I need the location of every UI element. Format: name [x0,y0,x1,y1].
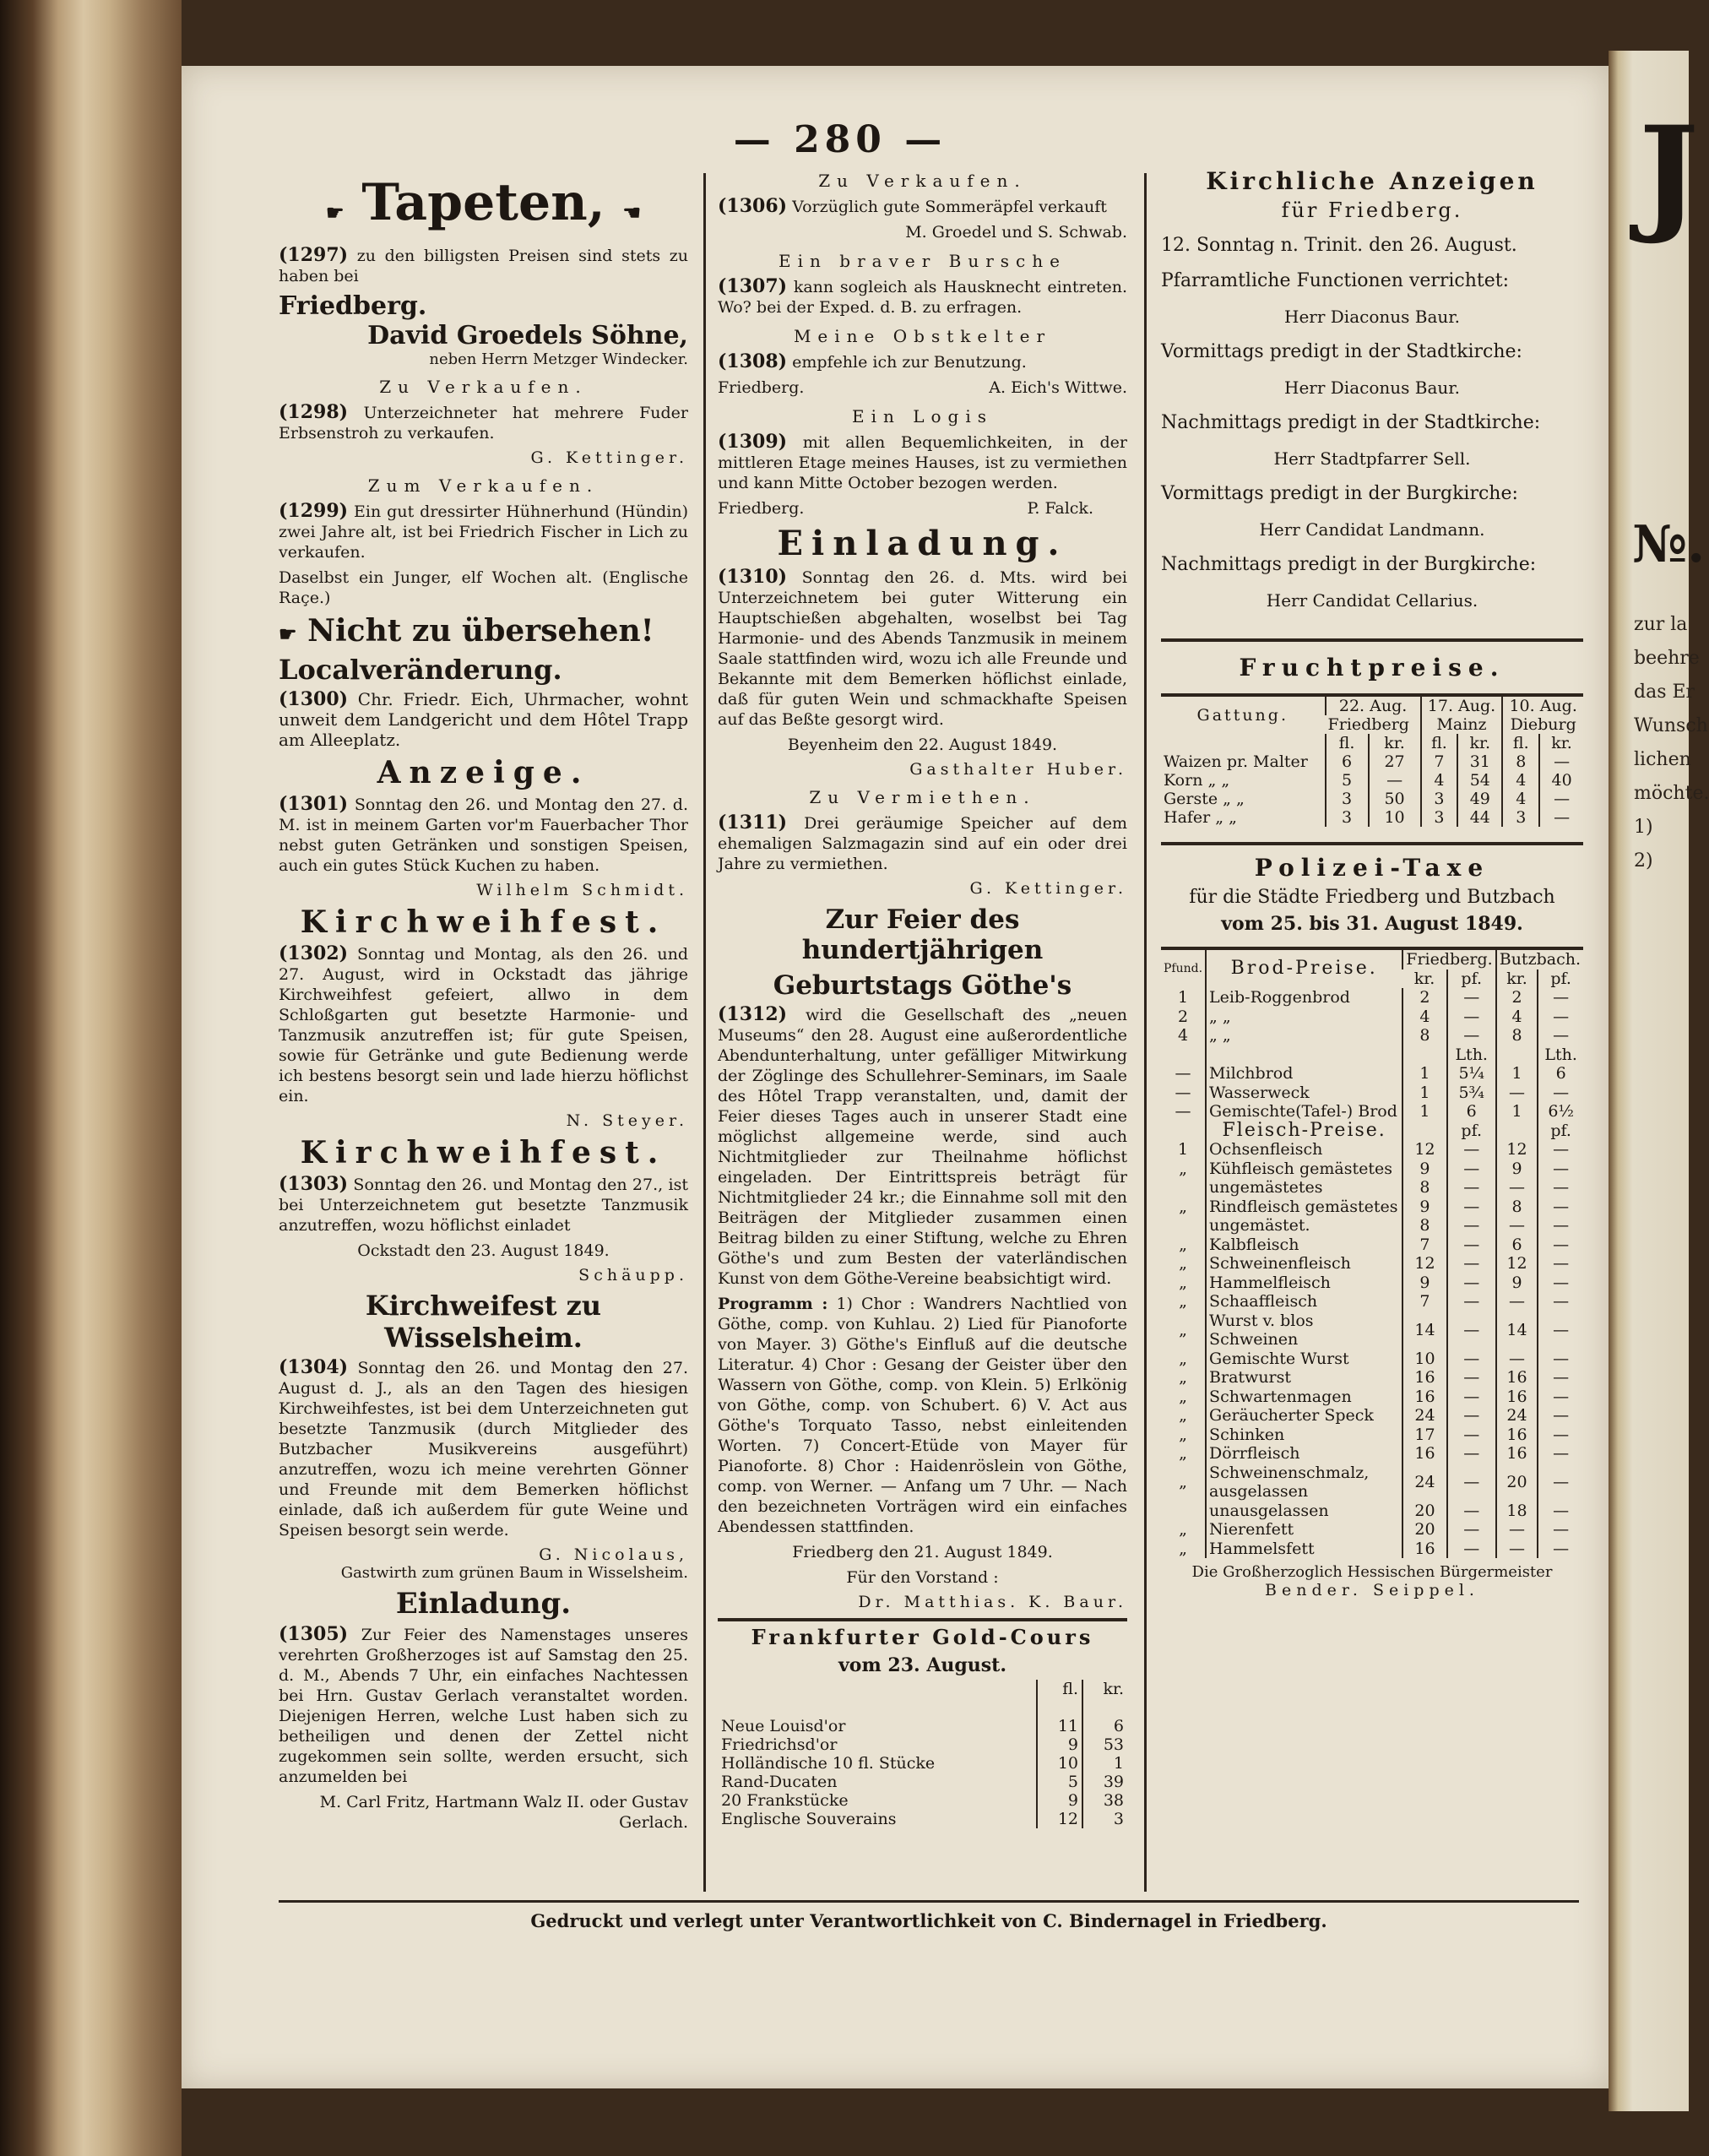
ad-1303: (1303) Sonntag den 26. und Montag den 27., ist bei Unterzeichnetem gut besetzte Tanzmusik anzutreffen, wozu höflichst einladet [279,1173,688,1235]
footer-rule [279,1900,1579,1903]
ad-1304-signature-note: Gastwirth zum grünen Baum in Wisselsheim. [340,1564,688,1582]
ad-1310: (1310) Sonntag den 26. d. Mts. wird bei Unterzeichnetem bei guter Witterung ein Hauptschießen abgehalten, woselbst bei Tag Harmonie- und des Abends Tanzmusik in meinem Saale stattfinden wird, wozu ich alle Freunde und Bekannte mit dem Bemerken höflichst einlade, daß für guten Wein und schmackhafte Speisen auf das Beßte gesorgt wird. [718,566,1127,729]
table-row: Rand-Ducaten 5 39 [718,1773,1127,1791]
ad-1302-signature: N. Steyer. [566,1111,688,1130]
ad-1300-subtitle: Localveränderung. [279,654,562,686]
table-row: 2 „ „ 4 — 4 — [1161,1007,1583,1027]
church-line: Vormittags predigt in der Stadtkirche: [1161,341,1522,362]
ad-1311: (1311) Drei geräumige Speicher auf dem ehemaligen Salzmagazin sind auf ein oder drei Jahre zu vermiethen. [718,812,1128,873]
table-row: — Wasserweck 1 5¾ — — [1161,1083,1583,1103]
ad-1312-title-2: Geburtstags Göthe's [773,970,1072,1001]
ad-1298-signature: G. Kettinger. [530,448,688,467]
table-row: Gerste „ „ 3 50 3 49 4 — [1161,790,1583,808]
ad-1298-heading: Zu Verkaufen. [379,377,588,397]
ad-1306-signature: M. Groedel und S. Schwab. [905,223,1127,242]
church-preacher: Herr Diaconus Baur. [1284,377,1460,398]
church-preacher: Herr Stadtpfarrer Sell. [1273,448,1471,469]
ad-1300-title: ☛ Nicht zu übersehen! [279,613,654,649]
gold-cours-table: fl. kr. Neue Louisd'or 11 6 Friedrichsd'or 9 53 Holländische 10 fl. Stücke 10 1 Rand-Ducaten 5 39 20 Frankstücke 9 38 Englische Souverains 12 3 [718,1680,1127,1828]
adjacent-text: zur la [1634,614,1688,635]
ad-1309-footer: Friedberg. P. Falck. [718,499,1093,518]
ad-1304-title: Kirchweifest zu Wisselsheim. [365,1290,602,1354]
table-row: 20 Frankstücke 9 38 [718,1791,1127,1810]
ad-1297-title: ☛ Tapeten, ☚ [279,174,688,242]
table-row: „ Schaaffleisch 7 — — — [1161,1292,1583,1312]
ad-1307: (1307) kann sogleich als Hausknecht eintreten. Wo? bei der Exped. d. B. zu erfragen. [718,275,1127,317]
adjacent-number-sign: №. [1632,515,1706,574]
ad-1302: (1302) Sonntag und Montag, als den 26. und 27. August, wird in Ockstadt das jährige Kirchweihfest gefeiert, allwo in dem Schloßgarten gut besetzte Harmonie- und Tanzmusik anzutreffen ist; für gute Speisen, sowie für Getränke und gute Bedienung werde ich bestens besorgt sein und lade hierzu höflichst ein. [279,942,688,1105]
church-title: Kirchliche Anzeigen [1206,167,1538,195]
ad-1303-date: Ockstadt den 23. August 1849. [357,1241,610,1260]
gold-cours-title: Frankfurter Gold-Cours [751,1625,1094,1649]
adjacent-initial: J [1639,99,1699,247]
gold-cours-section [718,1618,1127,1828]
ad-1304: (1304) Sonntag den 26. und Montag den 27. August d. J., als an den Tagen des hiesigen Kirchweihfestes, ist bei dem Unterzeichneten gut besetzte Tanzmusik (durch Mitglieder des Butzbacher Musikvereins ausgeführt) anzutreffen, wozu ich meine verehrten Gönner und Freunde mit dem Bemerken höflichst einlade, daß ich außerdem für gute Weine und Speisen besorgt sein werde. [279,1356,688,1540]
ad-1311-heading: Zu Vermiethen. [809,787,1036,807]
ad-1297-address: neben Herrn Metzger Windecker. [429,350,688,368]
ad-1312-committee: Für den Vorstand : [846,1568,999,1587]
table-row: „ Hammelfleisch 9 — 9 — [1161,1274,1583,1293]
table-row: „ Nierenfett 20 — — — [1161,1520,1583,1540]
table-row: Korn „ „ 5 — 4 54 4 40 [1161,771,1583,790]
table-row: — Gemischte(Tafel-) Brod 1 6 1 6½ [1161,1102,1583,1121]
church-line: Nachmittags predigt in der Burgkirche: [1161,554,1537,575]
ad-1312-signature: Dr. Matthias. K. Baur. [858,1593,1127,1611]
table-row: ungemästetes 8 — — — [1161,1178,1583,1197]
fruit-prices-section [1161,638,1583,827]
table-row: 4 „ „ 8 — 8 — [1161,1026,1583,1045]
ad-1305-signature: M. Carl Fritz, Hartmann Walz II. oder Gustav Gerlach. [319,1793,688,1832]
table-row: „ Rindfleisch gemästetes 9 — 8 — [1161,1197,1583,1217]
ad-1309: (1309) mit allen Bequemlichkeiten, in der mittleren Etage meines Hauses, ist zu vermiethen und kann Mitte October bezogen werden. [718,431,1127,492]
table-row: „ Kühfleisch gemästetes 9 — 9 — [1161,1159,1583,1179]
ad-1308-footer: Friedberg. A. Eich's Wittwe. [718,378,1127,397]
ad-1305-title: Einladung. [395,1587,572,1621]
ad-1312-date: Friedberg den 21. August 1849. [792,1543,1053,1561]
ad-1302-title: Kirchweihfest. [300,904,667,940]
table-row: „ Bratwurst 16 — 16 — [1161,1368,1583,1388]
church-line: Nachmittags predigt in der Stadtkirche: [1161,412,1541,433]
pointing-hand-icon: ☚ [622,200,642,225]
fruit-prices-table: Gattung. 22. Aug. 17. Aug. 10. Aug. Friedberg Mainz Dieburg fl. kr. fl. kr. fl. kr. Waizen pr. Malter 6 27 7 31 8 — Korn „ „ 5 — 4 54 4 40 Gerste „ „ 3 50 3 49 4 — Hafer „ „ 3 10 3 44 3 — [1161,693,1583,827]
table-row: Englische Souverains 12 3 [718,1810,1127,1828]
church-preacher: Herr Candidat Landmann. [1259,519,1485,540]
ad-1312: (1312) wird die Gesellschaft des „neuen Museums“ den 28. August eine außerordentliche Abendunterhaltung, unter gefälliger Mitwirkung der Zöglinge des Schullehrer-Seminars, im Saale des Hôtel Trapp veranstalten, und, damit der Feier dieses Tages auch in unserer Stadt eine möglichst allgemeine werde, sind auch Nichtmitglieder zur Theilnahme höflichst eingeladen. Der Eintrittspreis beträgt für Nichtmitglieder 24 kr.; die Einnahme soll mit den Beiträgen der Mitglieder zusammen einen Beitrag bilden zu einer Stiftung, welche zu Ehren Göthe's und zum Besten der vaterländischen Kunst von dem Göthe-Vereine beabsichtigt wird. [718,1003,1128,1288]
police-tax-section [1161,842,1583,1599]
ad-1297-place: Friedberg. [279,291,427,321]
ad-1311-signature: G. Kettinger. [969,879,1127,898]
ad-1300: (1300) Chr. Friedr. Eich, Uhrmacher, wohnt unweit dem Landgericht und dem Hôtel Trapp am Alleeplatz. [279,688,689,750]
pointing-hand-icon: ☛ [279,622,297,646]
mayors-signature-line: Die Großherzoglich Hessischen Bürgermeister [1191,1563,1553,1581]
ad-1301-signature: Wilhelm Schmidt. [476,881,688,899]
table-row: „ Schweinenfleisch 12 — 12 — [1161,1254,1583,1274]
church-preacher: Herr Candidat Cellarius. [1266,590,1478,611]
church-date: 12. Sonntag n. Trinit. den 26. August. [1161,235,1517,256]
column-rule [1144,173,1147,1892]
ad-1305: (1305) Zur Feier des Namenstages unseres verehrten Großherzoges ist auf Samstag den 25. d. M., Abends 7 Uhr, ein einfaches Nachtessen bei Hrn. Gustav Gerlach veranstaltet worden. Diejenigen Herren, welche Lust haben sich zu betheiligen und denen der Zettel nicht zugekommen sein sollte, werden ersucht, sich anzumelden bei [279,1623,688,1786]
ad-1298: (1298) Unterzeichneter hat mehrere Fuder Erbsenstroh zu verkaufen. [279,401,688,443]
church-notices [1161,169,1583,613]
fruit-prices-title: Fruchtpreise. [1239,654,1506,682]
table-row: „ Kalbfleisch 7 — 6 — [1161,1235,1583,1255]
ad-1310-signature: Gasthalter Huber. [909,760,1127,779]
meat-prices-heading: Fleisch-Preise. [1206,1121,1402,1141]
table-row: Holländische 10 fl. Stücke 10 1 [718,1754,1127,1773]
table-row: Neue Louisd'or 11 6 [718,1717,1127,1735]
table-row: „ Wurst v. blos Schweinen 14 — 14 — [1161,1312,1583,1350]
table-row: „ Dörrfleisch 16 — 16 — [1161,1444,1583,1464]
ad-1308: (1308) empfehle ich zur Benutzung. [718,350,1027,372]
church-preacher: Herr Diaconus Baur. [1284,307,1460,327]
ad-1310-title: Einladung. [777,524,1068,563]
police-tax-subtitle: für die Städte Friedberg und Butzbach [1189,887,1555,908]
table-row: „ Geräucherter Speck 24 — 24 — [1161,1406,1583,1426]
ad-1303-title: Kirchweihfest. [300,1135,667,1170]
police-tax-table: Pfund. Brod-Preise. Friedberg. Butzbach. kr. pf. kr. pf. 1 Leib-Roggenbrod 2 — 2 — 2 „ „ 4 — 4 — 4 „ „ 8 — 8 — Lth. Lth. — Milchbrod 1 5¼ 1 6 — Wasserweck 1 5¾ — — — Gemischte(Tafel-) Brod 1 6 1 6½ Fleisch-Preise. pf. pf. 1 Ochsenfleisch 12 — 12 — „ Kühfleisch gemästetes 9 — 9 — ungemästetes 8 — — — „ Rindfleisch gemästetes 9 — 8 — ungemästet. 8 — — — „ Kalbfleisch 7 — 6 — „ Schweinenfleisch 12 — 12 — „ Hammelfleisch 9 — 9 — „ Schaaffleisch 7 — — — „ Wurst v. blos Schweinen 14 — 14 — „ Gemischte Wurst 10 — — — „ Bratwurst 16 — 16 — „ Schwartenmagen 16 — 16 — „ Geräucherter Speck 24 — 24 — „ Schinken 17 — 16 — „ Dörrfleisch 16 — 16 — „ Schweinenschmalz, ausgelassen 24 — 20 — unausgelassen 20 — 18 — „ Nierenfett 20 — — — „ Hammelsfett 16 — — — [1161,947,1583,1558]
ad-1306-heading: Zu Verkaufen. [818,171,1027,191]
police-tax-title: Polizei-Taxe [1254,854,1490,882]
ad-1312-programme: Programm : 1) Chor : Wandrers Nachtlied von Göthe, comp. von Kuhlau. 2) Lied für Pianoforte von Mayer. 3) Göthe's Einfluß auf die deutsche Literatur. 4) Chor : Gesang der Geister über den Wassern von Göthe, comp. von Klein. 5) Erlkönig von Göthe, comp. von Schubert. 6) V. Act aus Göthe's Torquato Tasso, nebst einleitenden Worten. 7) Concert-Etüde von Mayer für Pianoforte. 8) Chor : Haidenröslein von Göthe, comp. von Werner. — Anfang um 7 Uhr. — Nach den bezeichneten Vorträgen wird ein einfaches Abendessen stattfinden. [718,1295,1127,1536]
column-rule [703,173,706,1892]
printer-imprint: Gedruckt und verlegt unter Verantwortlichkeit von C. Bindernagel in Friedberg. [530,1910,1327,1931]
table-row: ungemästet. 8 — — — [1161,1216,1583,1235]
gold-cours-date: vom 23. August. [838,1654,1006,1676]
police-tax-date: vom 25. bis 31. August 1849. [1221,913,1523,935]
ad-1306: (1306) Vorzüglich gute Sommeräpfel verkauft [718,195,1107,217]
table-row: 1 Ochsenfleisch 12 — 12 — [1161,1140,1583,1159]
table-row: Friedrichsd'or 9 53 [718,1735,1127,1754]
column-1 [279,169,688,1838]
column-2 [718,169,1127,1828]
ad-1301-title: Anzeige. [377,755,590,790]
ad-1299-note: Daselbst ein Junger, elf Wochen alt. (Englische Raçe.) [279,568,688,607]
table-row: Hafer „ „ 3 10 3 44 3 — [1161,808,1583,827]
table-row: 1 Leib-Roggenbrod 2 — 2 — [1161,988,1583,1007]
ad-1312-title: Zur Feier des hundertjährigen [801,904,1044,965]
ad-1297: (1297) zu den billigsten Preisen sind stets zu haben bei [279,244,688,285]
table-row: — Milchbrod 1 5¼ 1 6 [1161,1064,1583,1083]
mayors-names: Bender. Seippel. [1265,1581,1479,1599]
adjacent-page-fragment: J №. zur la beehre das Er Wunsch lichen möchte. 1) 2) [1609,51,1689,2111]
table-row: „ Schwartenmagen 16 — 16 — [1161,1388,1583,1407]
ad-1304-signature: G. Nicolaus, [539,1545,688,1564]
ad-1309-heading: Ein Logis [851,406,994,426]
table-row: unausgelassen 20 — 18 — [1161,1502,1583,1521]
table-row: „ Hammelsfett 16 — — — [1161,1540,1583,1559]
table-row: „ Schweinenschmalz, ausgelassen 24 — 20 — [1161,1464,1583,1502]
ad-1307-heading: Ein braver Bursche [779,251,1066,271]
table-row: „ Schinken 17 — 16 — [1161,1426,1583,1445]
ad-1308-heading: Meine Obstkelter [793,326,1052,346]
ad-1310-date: Beyenheim den 22. August 1849. [787,736,1058,754]
ad-1299: (1299) Ein gut dressirter Hühnerhund (Hündin) zwei Jahre alt, ist bei Friedrich Fischer in Lich zu verkaufen. [279,500,689,562]
church-line: Vormittags predigt in der Burgkirche: [1161,483,1518,504]
book-page-edges [0,0,182,2156]
church-subtitle: für Friedberg. [1281,198,1463,222]
ad-1303-signature: Schäupp. [578,1266,688,1284]
ad-1299-heading: Zum Verkaufen. [367,475,600,496]
table-row: Waizen pr. Malter 6 27 7 31 8 — [1161,752,1583,771]
pointing-hand-icon: ☛ [325,200,345,225]
ad-1301: (1301) Sonntag den 26. und Montag den 27. d. M. ist in meinem Garten vor'm Fauerbacher Thor nebst guten Getränken und sonstigen Speisen, auch ein gutes Stück Kuchen zu haben. [279,793,688,875]
church-line: Pfarramtliche Functionen verrichtet: [1161,270,1510,291]
table-row: „ Gemischte Wurst 10 — — — [1161,1350,1583,1369]
ad-1297-firm: David Groedels Söhne, [367,321,688,350]
page-number: — 280 — [733,118,947,161]
column-3 [1161,169,1583,1599]
